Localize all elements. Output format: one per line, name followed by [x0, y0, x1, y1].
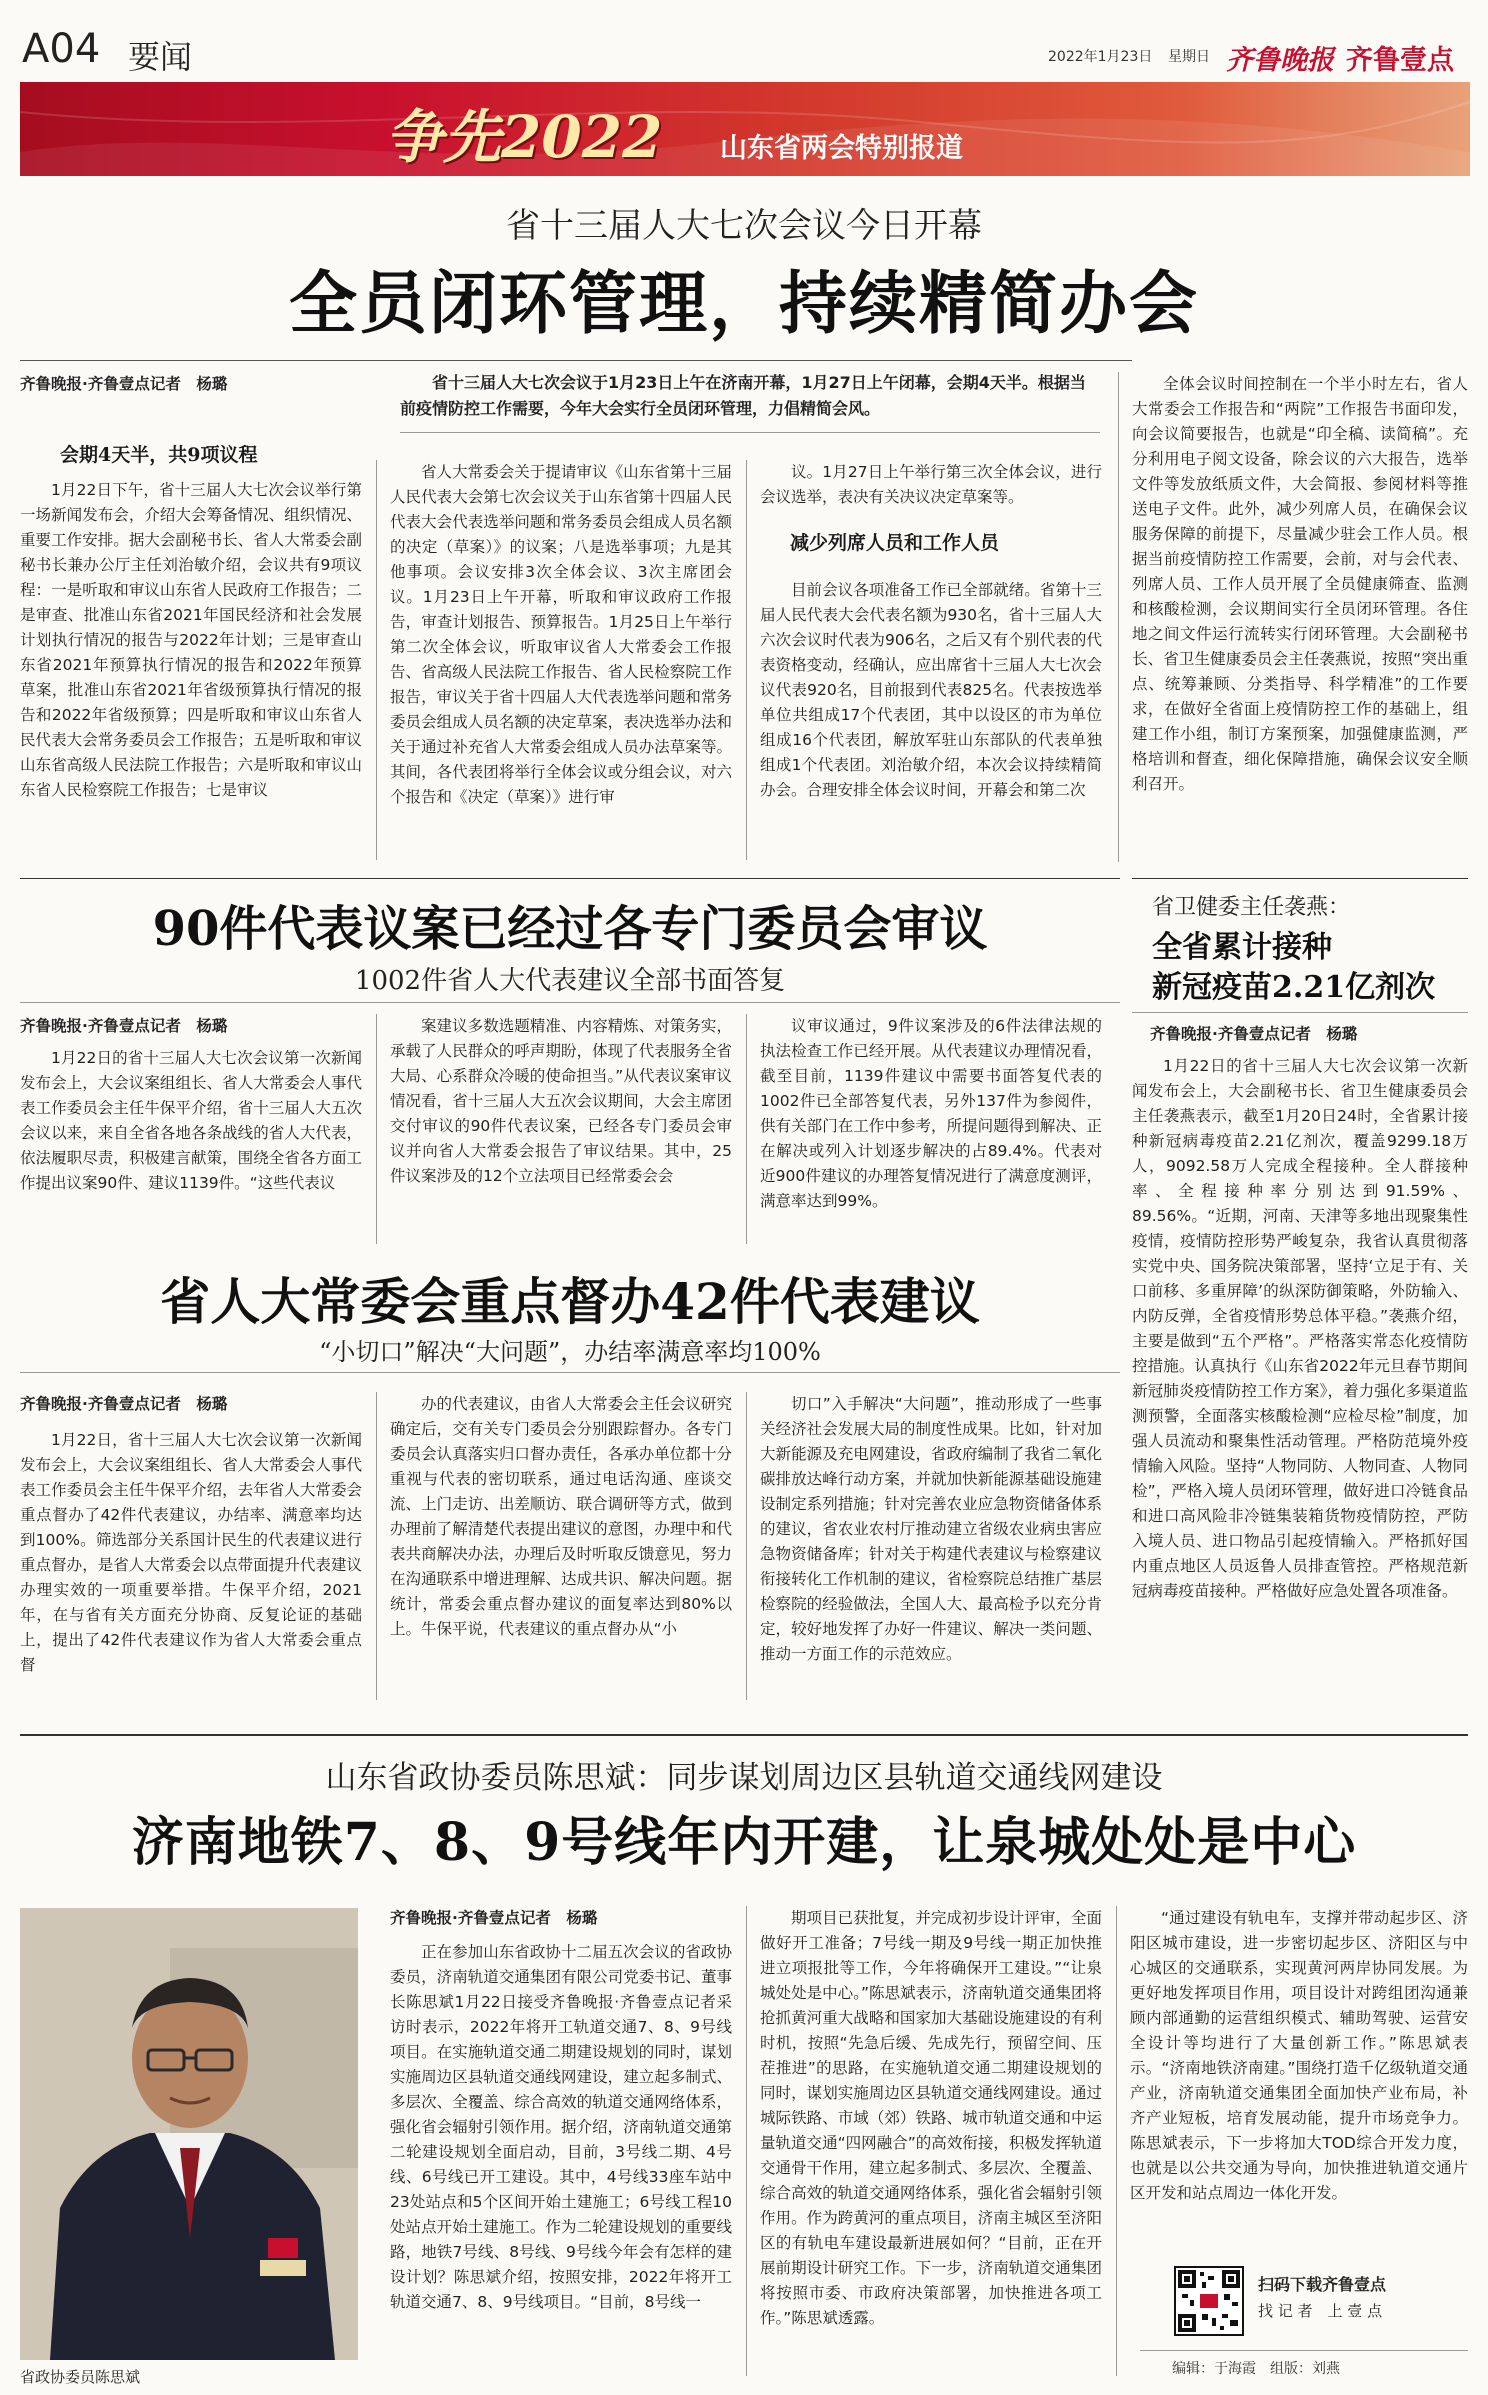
sidebar-byline: 齐鲁晚报·齐鲁壹点记者 杨璐 [1150, 1025, 1358, 1043]
column-divider [376, 1014, 377, 1244]
story3-rule [20, 1372, 1120, 1373]
story3-headline: 省人大常委会重点督办42件代表建议 [160, 1272, 980, 1331]
story2-column3: 议审议通过，9件议案涉及的6件法律法规的执法检查工作已经开展。从代表建议办理情况看，截至目前，1139件建议中需要书面答复代表的1002件已全部答复代表，另外137件为参阅件，供有关部门在工作中参考，所提问题得到解决、正在解决或列入计划逐步解决的占89.4%。代表对近900件建议的办理答复情况进行了满意度测评，满意率达到99%。 [760, 1017, 1102, 1210]
story4-byline: 齐鲁晚报·齐鲁壹点记者 杨璐 [390, 1909, 598, 1927]
story2-column1: 1月22日的省十三届人大七次会议第一次新闻发布会上，大会议案组组长、省人大常委会人事代表工作委员会主任牛保平介绍，省十三届人大五次会议以来，来自全省各地各条战线的省人大代表，依法履职尽责，积极建言献策，围绕全省各方面工作提出议案90件、建议1139件。“这些代表议 [20, 1049, 362, 1192]
issue-weekday: 星期日 [1168, 49, 1210, 65]
editor-rule [1140, 2350, 1468, 2351]
column-divider [376, 460, 377, 860]
qr-code[interactable] [1174, 2266, 1244, 2336]
portrait-photo [20, 1908, 358, 2360]
section-name: 要闻 [128, 38, 193, 76]
banner-slogan: 争先2022 [385, 103, 663, 171]
column-divider [746, 460, 747, 860]
brand-app-logo: 齐鲁壹点 [1346, 45, 1454, 76]
story3-column3: 切口”入手解决“大问题”，推动形成了一些事关经济社会发展大局的制度性成果。比如，针对加大新能源及充电网建设，省政府编制了我省二氧化碳排放达峰行动方案，并就加快新能源基础设施建设制定系列措施；针对完善农业应急物资储备体系的建议，省农业农村厅推动建立省级农业病虫害应急物资储备库；针对关于构建代表建议与检察建议衔接转化工作机制的建议，省检察院总结推广基层检察院的经验做法，全国人大、最高检予以充分肯定，较好地发挥了办好一件建议、解决一类问题、推动一方面工作的示范效应。 [760, 1395, 1102, 1663]
column-divider [376, 1392, 377, 1700]
story4-headline: 济南地铁7、8、9号线年内开建，让泉城处处是中心 [131, 1812, 1357, 1873]
story4-column2: 期项目已获批复，并完成初步设计评审，全面做好开工准备；7号线一期及9号线一期正加快推进立项报批等工作，今年将确保开工建设。”“让泉城处处是中心。”陈思斌表示，济南轨道交通集团将抢抓黄河重大战略和国家加大基础设施建设的有利时机，按照“先急后缓、先成先行，预留空间、压茬推进”的思路，在实施轨道交通二期建设规划的同时，谋划实施周边区县轨道交通线网建设。通过城际铁路、市域（郊）铁路、城市轨道交通和中运量轨道交通“四网融合”的高效衔接，积极发挥轨道交通骨干作用，建立起多制式、多层次、全覆盖、综合高效的轨道交通网络体系，强化省会辐射引领作用。作为跨黄河的重点项目，济南主城区至济阳区的有轨电车建设最新进展如何？“目前，正在开展前期设计研究工作。下一步，济南轨道交通集团将按照市委、市政府决策部署，加快推进各项工作。”陈思斌透露。 [760, 1909, 1102, 2327]
story4-column3: “通过建设有轨电车，支撑并带动起步区、济阳区城市建设，进一步密切起步区、济阳区与中心城区的交通联系，实现黄河两岸协同发展。为更好地发挥项目作用，项目设计对跨组团沟通兼顾内部通勤的运营组织模式、辅助驾驶、运营安全设计等均进行了大量创新工作。”陈思斌表示。“济南地铁济南建。”围绕打造千亿级轨道交通产业，济南轨道交通集团全面加快产业布局，补齐产业短板，培育发展动能，提升市场竞争力。陈思斌表示，下一步将加大TOD综合开发力度，也就是以公共交通为导向，加快推进轨道交通片区开发和站点周边一体化开发。 [1130, 1909, 1468, 2202]
story2-subtitle: 1002件省人大代表建议全部书面答复 [354, 966, 786, 996]
story1-subhead1: 会期4天半，共9项议程 [60, 444, 258, 466]
story1-column1: 1月22日下午，省十三届人大七次会议举行第一场新闻发布会，介绍大会筹备情况、组织情况、重要工作安排。据大会副秘书长、省人大常委会副秘书长兼办公厅主任刘治敏介绍，会议共有9项议程：一是听取和审议山东省人民政府工作报告；二是审查、批准山东省2021年国民经济和社会发展计划执行情况的报告与2022年计划；三是审查山东省2021年预算执行情况的报告和2022年预算草案，批准山东省2021年省级预算执行情况的报告和2022年省级预算；四是听取和审议山东省人民代表大会常务委员会工作报告；五是听取和审议山东省高级人民法院工作报告；六是听取和审议山东省人民检察院工作报告；七是审议 [20, 481, 362, 799]
story1-subhead2: 减少列席人员和工作人员 [790, 532, 1000, 554]
story3-byline: 齐鲁晚报·齐鲁壹点记者 杨璐 [20, 1395, 228, 1413]
story4-kicker: 山东省政协委员陈思斌：同步谋划周边区县轨道交通线网建设 [325, 1760, 1163, 1796]
column-divider [746, 1906, 747, 2376]
brand-paper-logo: 齐鲁晚报 [1226, 45, 1334, 76]
column-divider [1118, 372, 1119, 862]
story1-byline: 齐鲁晚报·齐鲁壹点记者 杨璐 [20, 375, 228, 393]
issue-date: 2022年1月23日 [1048, 49, 1153, 65]
story1-column4: 全体会议时间控制在一个半小时左右，省人大常委会工作报告和“两院”工作报告书面印发，向会议简要报告，也就是“印全稿、读简稿”。充分利用电子阅文设备，除会议的六大报告，选举文件等发放纸质文件，大会简报、参阅材料等推送电子文件。此外，减少列席人员，在确保会议服务保障的前提下，尽量减少驻会工作人员。根据当前疫情防控工作需要，会前，对与会代表、列席人员、工作人员开展了全员健康筛查、监测和核酸检测，会议期间实行全员闭环管理。各住地之间文件运行流转实行闭环管理。大会副秘书长、省卫生健康委员会主任袭燕说，按照“突出重点、统筹兼顾、分类指导、科学精准”的工作要求，在做好全省面上疫情防控工作的基础上，组建工作小组，制订方案预案，加强健康监测，严格培训和督查，细化保障措施，确保会议安全顺利召开。 [1132, 375, 1468, 793]
qr-caption-line2: 找 记 者 上 壹 点 [1258, 2302, 1383, 2320]
story1-lead: 省十三届人大七次会议于1月23日上午在济南开幕，1月27日上午闭幕，会期4天半。根据当前疫情防控工作需要，今年大会实行全员闭环管理，力倡精简会风。 [400, 373, 1086, 418]
story1-column3a: 议。1月27日上午举行第三次全体会议，进行会议选举，表决有关决议决定草案等。 [760, 463, 1102, 506]
sidebar-headline-line2: 新冠疫苗2.21亿剂次 [1152, 970, 1436, 1005]
story2-headline: 90件代表议案已经过各专门委员会审议 [152, 901, 988, 957]
sidebar-rule [1132, 1012, 1468, 1013]
banner-subtitle: 山东省两会特别报道 [720, 133, 963, 164]
column-divider [1116, 1906, 1117, 2376]
story3-column1: 1月22日，省十三届人大七次会议第一次新闻发布会上，大会议案组组长、省人大常委会人事代表工作委员会主任牛保平介绍，去年省人大常委会重点督办了42件代表建议，办结率、满意率均达到100%。筛选部分关系国计民生的代表建议进行重点督办，是省人大常委会以点带面提升代表建议办理实效的一项重要举措。牛保平介绍，2021年，在与省有关方面充分协商、反复论证的基础上，提出了42件代表建议作为省人大常委会重点督 [20, 1431, 362, 1674]
story3-column2: 办的代表建议，由省人大常委会主任会议研究确定后，交有关专门委员会分别跟踪督办。各专门委员会认真落实归口督办责任，各承办单位都十分重视与代表的密切联系，通过电话沟通、座谈交流、上门走访、出差顺访、联合调研等方式，做到办理前了解清楚代表提出建议的意图，办理中和代表共商解决办法，办理后及时听取反馈意见，努力在沟通联系中增进理解、达成共识、解决问题。据统计，常委会重点督办建议的面复率达到80%以上。牛保平说，代表建议的重点督办从“小 [390, 1395, 732, 1638]
column-divider [746, 1014, 747, 1244]
page-number: A04 [22, 26, 101, 72]
story1-kicker: 省十三届人大七次会议今日开幕 [506, 206, 982, 246]
story1-column3b: 目前会议各项准备工作已全部就绪。省第十三届人民代表大会代表名额为930名，省十三届人大六次会议时代表为906名，之后又有个别代表的代表资格变动，经确认，应出席省十三届人大七次会议代表920名，目前报到代表825名。代表按选举单位共组成17个代表团，其中以设区的市为单位组成16个代表团，解放军驻山东部队的代表单独组成1个代表团。刘治敏介绍，本次会议持续精简办会。合理安排全体会议时间，开幕会和第二次 [760, 581, 1102, 799]
portrait-figure-illustration [20, 1908, 358, 2360]
story1-lead-rule [400, 432, 1100, 433]
sidebar-kicker: 省卫健委主任袭燕： [1152, 895, 1351, 920]
story2-byline: 齐鲁晚报·齐鲁壹点记者 杨璐 [20, 1017, 228, 1035]
story2-rule [20, 1002, 1120, 1003]
photo-caption: 省政协委员陈思斌 [20, 2368, 141, 2386]
story1-top-rule [20, 360, 1132, 361]
story1-column2: 省人大常委会关于提请审议《山东省第十三届人民代表大会第七次会议关于山东省第十四届人民代表大会代表选举问题和常务委员会组成人员名额的决定（草案）》的议案；八是选举事项；九是其他事项。会议安排3次全体会议、3次主席团会议。1月23日上午开幕，听取和审议政府工作报告，审查计划报告、预算报告。1月25日上午举行第二次全体会议，听取审议省人大常委会工作报告、省高级人民法院工作报告、省人民检察院工作报告，审议关于省十四届人大代表选举问题和常务委员会组成人员名额的决定草案，表决选举办法和关于通过补充省人大常委会组成人员办法草案等。其间，各代表团将举行全体会议或分组会议，对六个报告和《决定（草案）》进行审 [390, 463, 732, 806]
story3-subtitle: “小切口”解决“大问题”，办结率满意率均100% [319, 1338, 821, 1366]
column-divider [746, 1392, 747, 1700]
story4-column1: 正在参加山东省政协十二届五次会议的省政协委员，济南轨道交通集团有限公司党委书记、董事长陈思斌1月22日接受齐鲁晚报·齐鲁壹点记者采访时表示，2022年将开工轨道交通7、8、9号线项目。在实施轨道交通二期建设规划的同时，谋划实施周边区县轨道交通线网建设，建立起多制式、多层次、全覆盖、综合高效的轨道交通网络体系，强化省会辐射引领作用。据介绍，济南轨道交通第二轮建设规划全面启动，目前，3号线二期、4号线、6号线已开工建设。其中，4号线33座车站中23处站点和5个区间开始土建施工；6号线工程10处站点开始土建施工。作为二轮建设规划的重要线路，地铁7号线、8号线、9号线今年会有怎样的建设计划？陈思斌介绍，按照安排，2022年将开工轨道交通7、8、9号线项目。“目前，8号线一 [390, 1943, 732, 2311]
editor-credit: 编辑：于海霞 组版：刘燕 [1172, 2361, 1340, 2377]
section-rule [20, 1734, 1468, 1736]
page-header [0, 0, 1488, 80]
special-report-banner [20, 82, 1470, 176]
qr-caption-line1: 扫码下载齐鲁壹点 [1258, 2275, 1387, 2294]
story1-headline: 全员闭环管理，持续精简办会 [288, 264, 1199, 344]
section-rule [1132, 878, 1468, 879]
qr-code-icon [1176, 2268, 1242, 2334]
sidebar-headline-line1: 全省累计接种 [1152, 930, 1332, 965]
sidebar-body: 1月22日的省十三届人大七次会议第一次新闻发布会上，大会副秘书长、省卫生健康委员会主任袭燕表示，截至1月20日24时，全省累计接种新冠病毒疫苗2.21亿剂次，覆盖9299.18万人，9092.58万人完成全程接种。全人群接种率、全程接种率分别达到91.59%、89.56%。“近期，河南、天津等多地出现聚集性疫情，疫情防控形势严峻复杂，我省认真贯彻落实党中央、国务院决策部署，坚持‘立足于有、关口前移、多重屏障’的纵深防御策略，外防输入、内防反弹，全省疫情形势总体平稳。”袭燕介绍，主要是做到“五个严格”。严格落实常态化疫情防控措施。认真执行《山东省2022年元旦春节期间新冠肺炎疫情防控工作方案》，着力强化多渠道监测预警，全面落实核酸检测“应检尽检”制度，加强人员流动和聚集性活动管理。严格防范境外疫情输入风险。坚持“人物同防、人物同查、人物同检”，严格入境人员闭环管理，做好进口冷链食品和进口高风险非冷链集装箱货物疫情防控，严防入境人员、进口物品引起疫情输入。严格抓好国内重点地区人员返鲁人员排查管控。严格规范新冠病毒疫苗接种。严格做好应急处置各项准备。 [1132, 1057, 1468, 1600]
section-rule [20, 878, 1120, 879]
story2-column2: 案建议多数选题精准、内容精炼、对策务实，承载了人民群众的呼声期盼，体现了代表服务全省大局、心系群众冷暖的使命担当。”从代表议案审议情况看，省十三届人大五次会议期间，大会主席团交付审议的90件代表议案，已经各专门委员会审议并向省人大常委会报告了审议结果。其中，25件议案涉及的12个立法项目已经常委会会 [390, 1017, 732, 1185]
